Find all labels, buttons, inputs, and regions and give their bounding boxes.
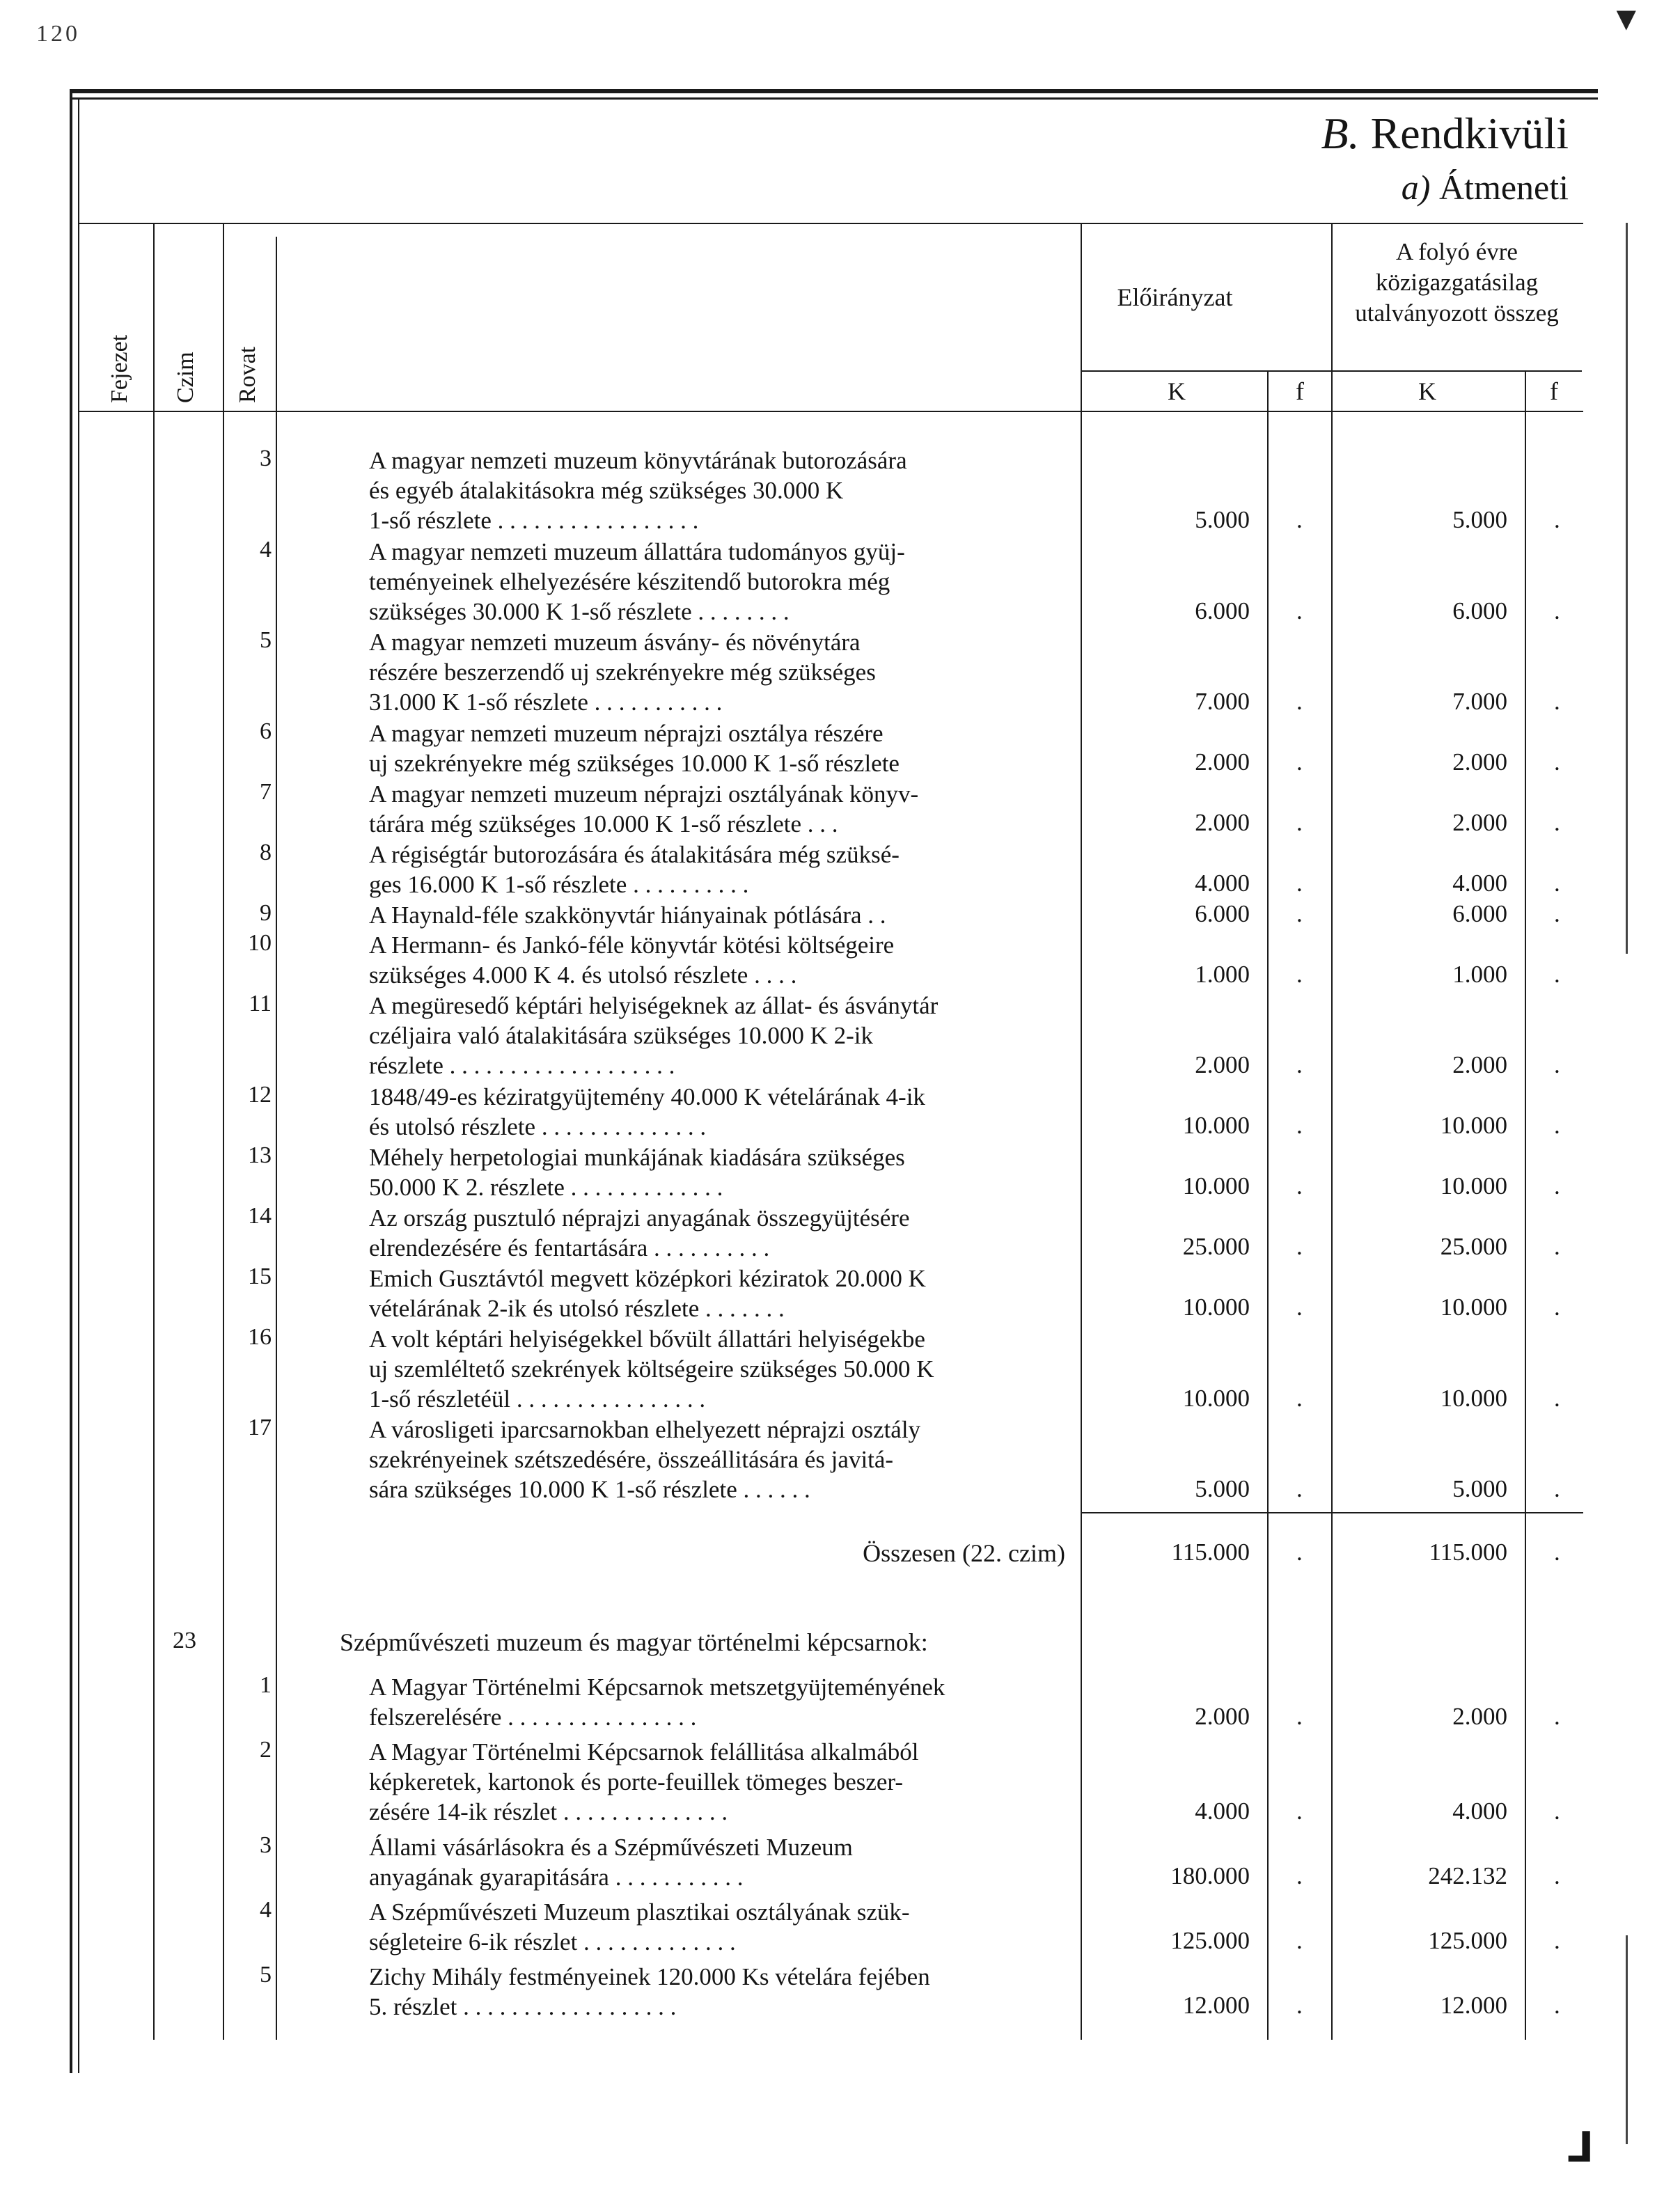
description-line: vételárának 2-ik és utolsó részlete . . . . . . . [369,1294,785,1322]
utalvanyozott-filler: . [1554,809,1560,836]
utalvanyozott-filler: . [1554,1702,1560,1730]
utalvanyozott-amount: 2.000 [1452,1051,1507,1078]
description-line: 50.000 K 2. részlete . . . . . . . . . . . . . [369,1173,723,1201]
utalvanyozott-amount: 10.000 [1440,1172,1507,1199]
description-line: A Magyar Történelmi Képcsarnok felállitása alkalmából [369,1738,919,1765]
eloiranyzat-amount: 10.000 [1182,1293,1250,1321]
header-bottom-rule [79,411,1583,412]
utalvanyozott-amount: 1.000 [1452,960,1507,988]
utalvanyozott-filler: . [1554,688,1560,715]
rovat-number: 5 [260,1961,272,1988]
eloiranyzat-filler: . [1296,1797,1303,1825]
eloiranyzat-filler: . [1296,1992,1303,2019]
rovat-number: 9 [260,899,272,926]
eloiranyzat-amount: 2.000 [1195,748,1250,776]
budget-item-description [369,446,1065,535]
col-rule-eloiranyzat [1081,223,1082,2040]
budget-item-description [369,1962,1065,2022]
description-line: és egyéb átalakitásokra még szükséges 30.000 K [369,477,844,504]
budget-item-description [369,991,1065,1080]
subsection-title: Átmeneti [1438,168,1569,207]
description-line: 1-ső részlete . . . . . . . . . . . . . . . . . [369,507,699,534]
eloiranyzat-filler: . [1296,1927,1303,1954]
subtotal-utalv-f: . [1554,1539,1560,1566]
budget-item-description [369,1324,1065,1414]
top-rule-thin [70,97,1598,100]
subtotal-label: Összesen (22. czim) [863,1539,1065,1567]
description-line: 1848/49-es kéziratgyüjtemény 40.000 K vételárának 4-ik [369,1083,925,1110]
description-line: Állami vásárlásokra és a Szépművészeti Muzeum [369,1833,853,1861]
budget-item-description [369,1737,1065,1827]
utalvanyozott-amount: 10.000 [1440,1384,1507,1412]
section-letter: B. [1321,109,1360,158]
header-rovat: Rovat [235,346,260,403]
utalvanyozott-amount: 242.132 [1428,1862,1507,1889]
utalvanyozott-amount: 6.000 [1452,899,1507,927]
description-line: Zichy Mihály festményeinek 120.000 Ks vételára fejében [369,1962,930,1990]
eloiranyzat-amount: 2.000 [1195,809,1250,836]
description-line: A magyar nemzeti muzeum könyvtárának butorozására [369,447,907,474]
description-line: A megüresedő képtári helyiségeknek az állat- és ásványtár [369,992,939,1019]
eloiranyzat-amount: 2.000 [1195,1702,1250,1730]
description-line: A magyar nemzeti muzeum néprajzi osztálya részére [369,719,884,747]
header-fejezet: Fejezet [107,334,132,403]
budget-item-description [369,1897,1065,1957]
description-line: uj szekrényekre még szükséges 10.000 K 1-ső részlete [369,749,900,777]
utalvanyozott-filler: . [1554,1797,1560,1825]
budget-item-description [369,1142,1065,1202]
utalvanyozott-filler: . [1554,1992,1560,2019]
utalvanyozott-amount: 5.000 [1452,506,1507,533]
utalvanyozott-filler: . [1554,1384,1560,1412]
eloiranyzat-filler: . [1296,809,1303,836]
eloiranyzat-amount: 25.000 [1182,1233,1250,1260]
utalvanyozott-filler: . [1554,899,1560,927]
rovat-number: 2 [260,1737,272,1763]
eloiranyzat-amount: 6.000 [1195,597,1250,624]
rovat-number: 11 [249,991,272,1016]
rovat-number: 16 [248,1323,272,1350]
utalvanyozott-filler: . [1554,1293,1560,1321]
header-utalvanyozott: A folyó évre közigazgatásilag utalványozott összeg [1355,238,1559,327]
utalvanyozott-filler: . [1554,1172,1560,1199]
rovat-number: 4 [260,1896,272,1923]
eloiranyzat-amount: 10.000 [1182,1384,1250,1412]
utalvanyozott-filler: . [1554,870,1560,897]
rovat-number: 1 [260,1672,272,1698]
subsection-heading [1402,167,1569,207]
subtotal-rule-k1 [1081,1512,1331,1513]
eloiranyzat-filler: . [1296,1475,1303,1502]
col-rule-f2 [1525,370,1526,2040]
description-line: elrendezésére és fentartására . . . . . . . . . . [369,1234,770,1261]
scan-edge-line [1626,223,1628,954]
rovat-number: 15 [248,1263,272,1289]
subtotal-utalv-k: 115.000 [1429,1539,1507,1566]
budget-item-description [369,779,1065,839]
utalvanyozott-amount: 6.000 [1452,597,1507,624]
eloiranyzat-amount: 10.000 [1182,1112,1250,1139]
budget-item-description [369,1264,1065,1323]
scan-corner-mark: ▼ [1610,1,1643,38]
description-line: A magyar nemzeti muzeum ásvány- és növénytára [369,629,861,656]
description-line: A Haynald-féle szakkönyvtár hiányainak pótlására . . [369,901,886,929]
utalvanyozott-amount: 5.000 [1452,1475,1507,1502]
frame-left-border [70,89,72,2073]
rovat-number: 13 [248,1142,272,1168]
eloiranyzat-amount: 180.000 [1170,1862,1250,1889]
budget-item-description [369,900,1065,930]
budget-item-description [369,718,1065,778]
eloiranyzat-filler: . [1296,1172,1303,1199]
eloiranyzat-filler: . [1296,748,1303,776]
header-f2: f [1550,377,1558,405]
rovat-number: 4 [260,536,272,562]
scan-edge-line-lower [1626,1935,1628,2144]
eloiranyzat-filler: . [1296,960,1303,988]
eloiranyzat-filler: . [1296,688,1303,715]
rovat-number: 5 [260,627,272,653]
subtotal-rule-k2 [1331,1512,1583,1513]
rovat-number: 8 [260,839,272,865]
utalvanyozott-amount: 12.000 [1440,1992,1507,2019]
description-line: szekrényeinek szétszedésére, összeállitására és javitá- [369,1446,894,1473]
utalvanyozott-amount: 10.000 [1440,1293,1507,1321]
description-line: teményeinek elhelyezésére készitendő butorokra még [369,567,890,595]
description-line: A Magyar Történelmi Képcsarnok metszetgyüjteményének [369,1674,945,1701]
subtotal-eloiranyzat-k: 115.000 [1171,1539,1250,1566]
header-k1: K [1168,377,1186,405]
description-line: czéljaira való átalakitására szükséges 10.000 K 2-ik [369,1022,874,1049]
utalvanyozott-amount: 2.000 [1452,809,1507,836]
description-line: és utolsó részlete . . . . . . . . . . . . . . [369,1112,707,1140]
utalvanyozott-filler: . [1554,960,1560,988]
czim-number-23: 23 [173,1628,196,1653]
top-rule-thick [70,89,1598,93]
utalvanyozott-filler: . [1554,1475,1560,1502]
description-line: zésére 14-ik részlet . . . . . . . . . . . . . . [369,1798,728,1825]
description-line: A Hermann- és Jankó-féle könyvtár kötési költségeire [369,931,895,959]
budget-item-description [369,840,1065,899]
description-line: A magyar nemzeti muzeum néprajzi osztályának könyv- [369,780,919,808]
eloiranyzat-amount: 12.000 [1182,1992,1250,2019]
description-line: Méhely herpetologiai munkájának kiadására szükséges [369,1143,905,1171]
description-line: Az ország pusztuló néprajzi anyagának összegyüjtésére [369,1204,910,1232]
eloiranyzat-filler: . [1296,1384,1303,1412]
col-rule-czim [223,223,224,2040]
budget-item-description [369,930,1065,990]
header-top-rule [79,223,1583,224]
col-rule-rovat [276,237,277,2040]
subsection-letter: a) [1401,168,1431,207]
description-line: 31.000 K 1-ső részlete . . . . . . . . . . . [369,689,723,716]
eloiranyzat-amount: 10.000 [1182,1172,1250,1199]
eloiranyzat-filler: . [1296,1233,1303,1260]
description-line: 1-ső részletéül . . . . . . . . . . . . . . . . [369,1385,706,1413]
description-line: A magyar nemzeti muzeum állattára tudományos gyüj- [369,537,905,565]
utalvanyozott-filler: . [1554,748,1560,776]
description-line: A városligeti iparcsarnokban elhelyezett néprajzi osztály [369,1416,921,1443]
utalvanyozott-filler: . [1554,597,1560,624]
utalvanyozott-filler: . [1554,1233,1560,1260]
budget-item-description [369,1415,1065,1504]
eloiranyzat-amount: 5.000 [1195,1475,1250,1502]
utalvanyozott-amount: 25.000 [1440,1233,1507,1260]
utalvanyozott-amount: 2.000 [1452,748,1507,776]
page-number: 120 [36,21,80,47]
header-k2: K [1418,377,1436,405]
eloiranyzat-amount: 2.000 [1195,1051,1250,1078]
description-line: 5. részlet . . . . . . . . . . . . . . . . . . [369,1992,677,2020]
col-rule-fejezet [153,223,155,2040]
budget-item-description [369,1672,1065,1732]
description-line: részlete . . . . . . . . . . . . . . . . . . . [369,1052,675,1079]
utalvanyozott-filler: . [1554,1862,1560,1889]
budget-item-description [369,1832,1065,1892]
utalvanyozott-filler: . [1554,1927,1560,1954]
description-line: Emich Gusztávtól megvett középkori kéziratok 20.000 K [369,1264,926,1292]
eloiranyzat-filler: . [1296,870,1303,897]
section-heading [1321,108,1569,159]
utalvanyozott-filler: . [1554,1112,1560,1139]
utalvanyozott-amount: 125.000 [1428,1927,1507,1954]
rovat-number: 17 [248,1415,272,1440]
description-line: ségleteire 6-ik részlet . . . . . . . . . . . . . [369,1928,736,1956]
budget-item-description [369,1082,1065,1142]
description-line: ges 16.000 K 1-ső részlete . . . . . . . . . . [369,870,749,898]
utalvanyozott-amount: 10.000 [1440,1112,1507,1139]
eloiranyzat-filler: . [1296,1702,1303,1730]
rovat-number: 7 [260,778,272,805]
eloiranyzat-amount: 4.000 [1195,1797,1250,1825]
frame-left-inner-border [78,97,79,2073]
eloiranyzat-filler: . [1296,506,1303,533]
eloiranyzat-amount: 125.000 [1170,1927,1250,1954]
eloiranyzat-amount: 5.000 [1195,506,1250,533]
utalvanyozott-filler: . [1554,506,1560,533]
eloiranyzat-filler: . [1296,1051,1303,1078]
eloiranyzat-filler: . [1296,597,1303,624]
rovat-number: 10 [248,930,272,956]
eloiranyzat-amount: 4.000 [1195,870,1250,897]
description-line: uj szemléltető szekrények költségeire szükséges 50.000 K [369,1355,934,1383]
eloiranyzat-amount: 6.000 [1195,899,1250,927]
eloiranyzat-filler: . [1296,1293,1303,1321]
utalvanyozott-amount: 4.000 [1452,1797,1507,1825]
description-line: sára szükséges 10.000 K 1-ső részlete . . . . . . [369,1476,810,1503]
description-line: szükséges 30.000 K 1-ső részlete . . . . . . . . [369,597,790,625]
description-line: anyagának gyarapitására . . . . . . . . . . . [369,1863,744,1891]
header-czim: Czim [173,352,198,403]
section-23-title: Szépművészeti muzeum és magyar történelmi képcsarnok: [340,1628,928,1656]
eloiranyzat-amount: 1.000 [1195,960,1250,988]
rovat-number: 14 [248,1202,272,1229]
eloiranyzat-filler: . [1296,1112,1303,1139]
rovat-number: 6 [260,718,272,744]
rovat-number: 12 [248,1081,272,1108]
description-line: A Szépművészeti Muzeum plasztikai osztályának szük- [369,1898,910,1926]
utalvanyozott-amount: 4.000 [1452,870,1507,897]
description-line: tárára még szükséges 10.000 K 1-ső részlete . . . [369,810,838,837]
utalvanyozott-amount: 7.000 [1452,688,1507,715]
utalvanyozott-amount: 2.000 [1452,1702,1507,1730]
eloiranyzat-amount: 7.000 [1195,688,1250,715]
eloiranyzat-filler: . [1296,899,1303,927]
col-rule-utalv [1331,223,1333,2040]
section-title: Rendkivüli [1370,109,1569,158]
header-eloiranyzat: Előirányzat [1117,283,1233,311]
scan-bottom-mark: ⅃ [1567,2125,1594,2171]
description-line: felszerelésére . . . . . . . . . . . . . . . . [369,1704,697,1731]
description-line: A volt képtári helyiségekkel bővült állattári helyiségekbe [369,1325,925,1353]
budget-item-description [369,537,1065,627]
col-rule-f1 [1267,370,1269,2040]
description-line: szükséges 4.000 K 4. és utolsó részlete . . . . [369,961,797,989]
description-line: képkeretek, kartonok és porte-feuillek tömeges beszer- [369,1768,904,1795]
subtotal-eloiranyzat-f: . [1296,1539,1303,1566]
eloiranyzat-filler: . [1296,1862,1303,1889]
header-f1: f [1296,377,1304,405]
budget-item-description [369,627,1065,717]
description-line: A régiségtár butorozására és átalakitására még szüksé- [369,840,900,868]
rovat-number: 3 [260,1832,272,1858]
budget-item-description [369,1203,1065,1263]
rovat-number: 3 [260,446,272,471]
description-line: részére beszerzendő uj szekrényekre még szükséges [369,659,876,686]
utalvanyozott-filler: . [1554,1051,1560,1078]
